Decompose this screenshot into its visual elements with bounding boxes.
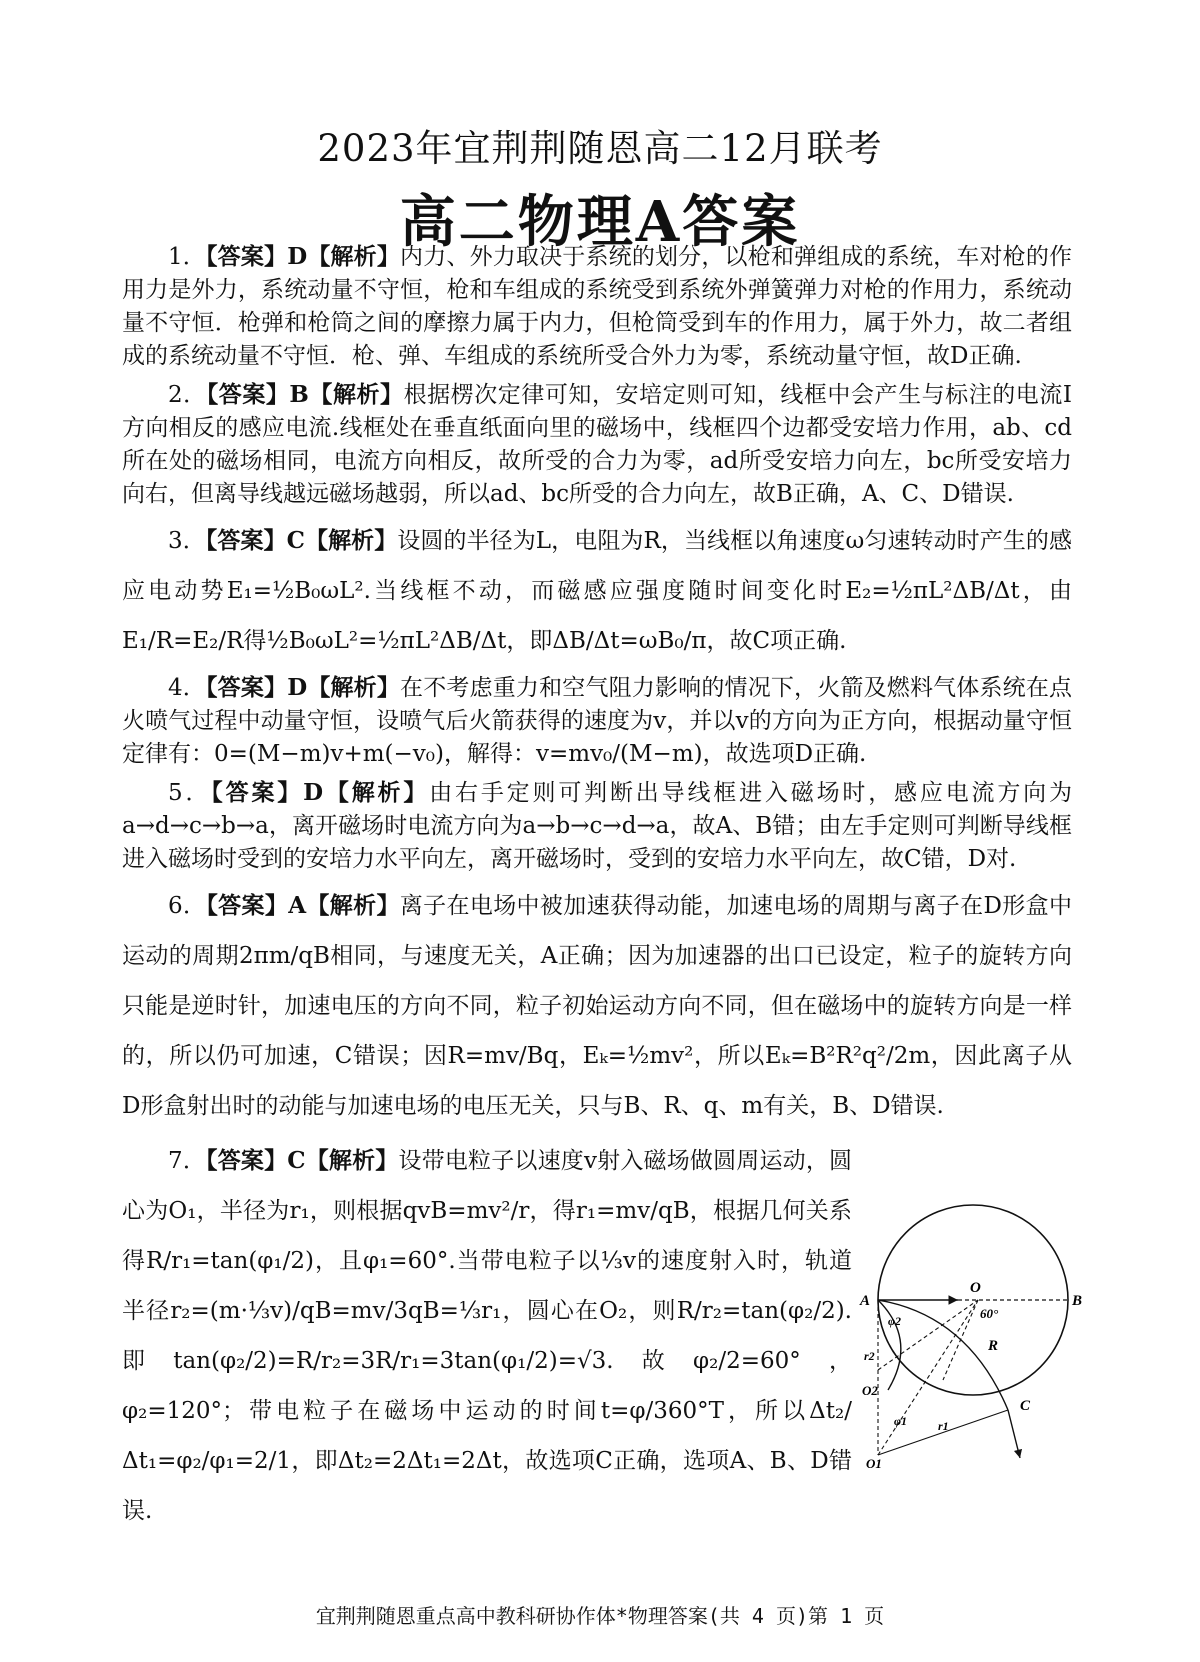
exam-title: 2023年宜荆荆随恩高二12月联考 xyxy=(317,127,883,170)
answer-tag: 【答案】D【解析】 xyxy=(206,243,401,270)
label-A: A xyxy=(860,1293,871,1309)
answer-text: 内力、外力取决于系统的划分，以枪和弹组成的系统，车对枪的作用力是外力，系统动量不守恒，枪和车组成的系统受到系统外弹簧弹力对枪的作用力，系统动量不守恒．枪弹和枪筒之间的摩擦力属于内力，但枪筒受到车的作用力，属于外力，故二者组成的系统动量不守恒．枪、弹、车组成的系统所受合外力为零，系统动量守恒，故D正确. xyxy=(122,244,1073,369)
answer-tag: 【答案】B【解析】 xyxy=(206,381,404,408)
label-O1: O1 xyxy=(866,1456,882,1470)
label-R: R xyxy=(988,1338,999,1354)
answer-number: 5． xyxy=(168,780,212,806)
page-footer: 宜荆荆随恩重点高中教科研协作体*物理答案(共 4 页)第 1 页 xyxy=(315,1604,885,1628)
label-phi2: φ2 xyxy=(888,1314,902,1328)
answer-number: 6． xyxy=(168,893,207,919)
answer-text: 设带电粒子以速度v射入磁场做圆周运动，圆心为O₁，半径为r₁，则根据qvB=mv²/r，得r₁=mv/qB，根据几何关系得R/r₁=tan(φ₁/2)，且φ₁=60°.当带电粒子以⅓v的速度射入时，轨道半径r₂=(m·⅓v)/qB=mv/3qB=⅓r₁，圆心在O₂，则R/r₂=tan(φ₂/2).即tan(φ₂/2)=R/r₂=3R/r₁=3tan(φ₁/2)=√3.故φ₂/2=60°，φ₂=120°；带电粒子在磁场中运动的时间t=φ/360°T，所以Δt₂/Δt₁=φ₂/φ₁=2/1，即Δt₂=2Δt₁=2Δt，故选项C正确，选项A、B、D错误. xyxy=(122,1148,853,1524)
answer-text: 由右手定则可判断出导线框进入磁场时，感应电流方向为a→d→c→b→a，离开磁场时电流方向为a→b→c→d→a，故A、B错；由左手定则可判断导线框进入磁场时受到的安培力水平向左，离开磁场时，受到的安培力水平向左，故C错，D对. xyxy=(122,780,1073,872)
exit-arrow xyxy=(1008,1410,1020,1458)
label-angle: 60° xyxy=(980,1306,999,1321)
answer-tag: 【答案】A【解析】 xyxy=(206,892,400,919)
answer-item-3 xyxy=(122,516,1072,666)
label-C: C xyxy=(1020,1398,1031,1414)
magnetic-field-geometry-diagram xyxy=(858,1190,1098,1470)
label-O2: O2 xyxy=(862,1383,878,1398)
answer-tag: 【答案】C【解析】 xyxy=(206,1147,399,1174)
answer-item-5 xyxy=(122,776,1072,876)
answer-key-title: 高二物理A答案 xyxy=(399,189,801,255)
answer-item-6 xyxy=(122,881,1072,1131)
answer-number: 3． xyxy=(168,528,206,554)
label-B: B xyxy=(1072,1293,1083,1309)
answer-item-2 xyxy=(122,378,1072,511)
label-O: O xyxy=(970,1280,981,1296)
answer-number: 1． xyxy=(168,244,206,270)
answer-text: 根据楞次定律可知，安培定则可知，线框中会产生与标注的电流I方向相反的感应电流.线框处在垂直纸面向里的磁场中，线框四个边都受安培力作用，ab、cd所在处的磁场相同，电流方向相反，故所受的合力为零，ad所受安培力向左，bc所受安培力向右，但离导线越远磁场越弱，所以ad、bc所受的合力向左，故B正确，A、C、D错误. xyxy=(122,382,1072,507)
answer-tag: 【答案】D【解析】 xyxy=(211,779,430,806)
label-r2: r2 xyxy=(864,1349,875,1363)
answer-number: 4． xyxy=(168,675,206,701)
answer-text: 在不考虑重力和空气阻力影响的情况下，火箭及燃料气体系统在点火喷气过程中动量守恒，设喷气后火箭获得的速度为v，并以v的方向为正方向，根据动量守恒定律有：0=(M−m)v+m(−v₀)，解得：v=mv₀/(M−m)，故选项D正确. xyxy=(122,675,1073,767)
answer-number: 7． xyxy=(168,1148,207,1174)
answer-item-7 xyxy=(122,1136,852,1536)
answer-number: 2． xyxy=(168,382,207,408)
answer-tag: 【答案】C【解析】 xyxy=(205,527,398,554)
label-phi1: φ1 xyxy=(894,1414,908,1428)
answer-text: 设圆的半径为L，电阻为R，当线框以角速度ω匀速转动时产生的感应电动势E₁=½B₀ωL².当线框不动，而磁感应强度随时间变化时E₂=½πL²ΔB/Δt，由E₁/R=E₂/R得½B₀ωL²=½πL²ΔB/Δt，即ΔB/Δt=ωB₀/π，故C项正确. xyxy=(122,528,1072,654)
answer-item-4 xyxy=(122,671,1072,771)
answer-item-1 xyxy=(122,240,1072,373)
answer-text: 离子在电场中被加速获得动能，加速电场的周期与离子在D形盒中运动的周期2πm/qB相同，与速度无关，A正确；因为加速器的出口已设定，粒子的旋转方向只能是逆时针，加速电压的方向不同，粒子初始运动方向不同，但在磁场中的旋转方向是一样的，所以仍可加速，C错误；因R=mv/Bq，Eₖ=½mv²，所以Eₖ=B²R²q²/2m，因此离子从D形盒射出时的动能与加速电场的电压无关，只与B、R、q、m有关，B、D错误. xyxy=(122,893,1072,1119)
label-r1: r1 xyxy=(938,1419,949,1433)
answer-tag: 【答案】D【解析】 xyxy=(206,674,401,701)
